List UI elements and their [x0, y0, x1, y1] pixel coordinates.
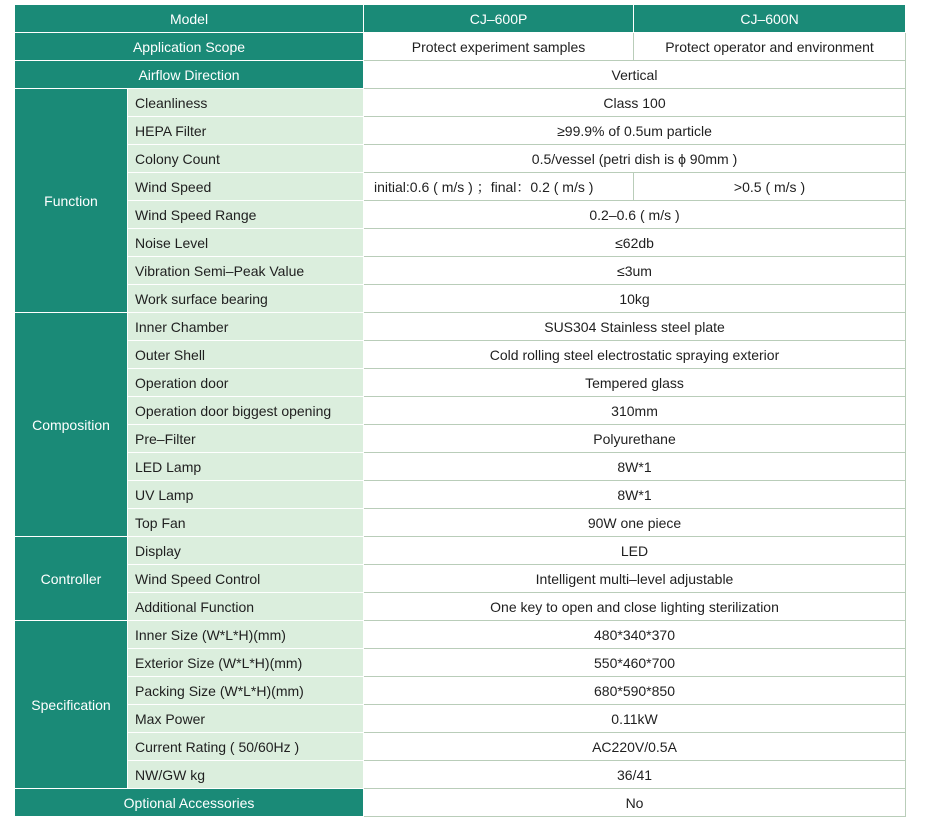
param-label: Wind Speed [128, 173, 364, 201]
table-row [15, 425, 906, 453]
table-row [15, 705, 906, 733]
param-label: Wind Speed Range [128, 201, 364, 229]
airflow-label: Airflow Direction [15, 61, 364, 89]
table-row [15, 481, 906, 509]
param-label: Exterior Size (W*L*H)(mm) [128, 649, 364, 677]
model-cj600n-header: CJ–600N [634, 5, 906, 33]
table-row [15, 593, 906, 621]
param-value: 8W*1 [364, 453, 906, 481]
param-label: Colony Count [128, 145, 364, 173]
param-value: Polyurethane [364, 425, 906, 453]
param-value: Intelligent multi–level adjustable [364, 565, 906, 593]
param-label: Vibration Semi–Peak Value [128, 257, 364, 285]
table-row [15, 229, 906, 257]
table-row [15, 621, 906, 649]
table-row [15, 537, 906, 565]
param-value: 0.11kW [364, 705, 906, 733]
param-label: Current Rating ( 50/60Hz ) [128, 733, 364, 761]
param-label: Cleanliness [128, 89, 364, 117]
table-row [15, 369, 906, 397]
param-value: 90W one piece [364, 509, 906, 537]
table-row [15, 117, 906, 145]
param-label: Additional Function [128, 593, 364, 621]
table-row [15, 733, 906, 761]
table-row [15, 397, 906, 425]
airflow-row [15, 61, 906, 89]
param-label: UV Lamp [128, 481, 364, 509]
param-label: Inner Chamber [128, 313, 364, 341]
param-label: NW/GW kg [128, 761, 364, 789]
param-label: Inner Size (W*L*H)(mm) [128, 621, 364, 649]
spec-table [14, 4, 906, 817]
table-row [15, 89, 906, 117]
header-row [15, 5, 906, 33]
param-value: 36/41 [364, 761, 906, 789]
param-value: ≥99.9% of 0.5um particle [364, 117, 906, 145]
model-header: Model [15, 5, 364, 33]
optional-value: No [364, 789, 906, 817]
model-cj600p-header: CJ–600P [364, 5, 634, 33]
param-value: SUS304 Stainless steel plate [364, 313, 906, 341]
param-label: Noise Level [128, 229, 364, 257]
param-value: 0.5/vessel (petri dish is ϕ 90mm ) [364, 145, 906, 173]
category-specification: Specification [15, 621, 128, 789]
table-row [15, 509, 906, 537]
param-value: 480*340*370 [364, 621, 906, 649]
category-function: Function [15, 89, 128, 313]
category-composition: Composition [15, 313, 128, 537]
scope-label: Application Scope [15, 33, 364, 61]
scope-value-p: Protect experiment samples [364, 33, 634, 61]
table-row [15, 201, 906, 229]
param-label: Display [128, 537, 364, 565]
param-value-p: initial:0.6 ( m/s ) ；final：0.2 ( m/s ) [364, 173, 634, 201]
table-row [15, 453, 906, 481]
table-row [15, 565, 906, 593]
param-value: Tempered glass [364, 369, 906, 397]
scope-value-n: Protect operator and environment [634, 33, 906, 61]
param-value: Class 100 [364, 89, 906, 117]
param-label: Top Fan [128, 509, 364, 537]
table-row [15, 313, 906, 341]
param-label: Operation door biggest opening [128, 397, 364, 425]
scope-row [15, 33, 906, 61]
param-label: Wind Speed Control [128, 565, 364, 593]
table-row [15, 257, 906, 285]
param-value: One key to open and close lighting sterilization [364, 593, 906, 621]
param-value: 10kg [364, 285, 906, 313]
optional-label: Optional Accessories [15, 789, 364, 817]
param-value: 0.2–0.6 ( m/s ) [364, 201, 906, 229]
category-controller: Controller [15, 537, 128, 621]
table-row [15, 677, 906, 705]
table-row [15, 649, 906, 677]
table-row [15, 761, 906, 789]
param-label: Pre–Filter [128, 425, 364, 453]
param-value: Cold rolling steel electrostatic spraying exterior [364, 341, 906, 369]
param-value: 550*460*700 [364, 649, 906, 677]
param-value: 310mm [364, 397, 906, 425]
param-label: LED Lamp [128, 453, 364, 481]
param-label: Operation door [128, 369, 364, 397]
airflow-value: Vertical [364, 61, 906, 89]
param-label: Work surface bearing [128, 285, 364, 313]
param-value-n: >0.5 ( m/s ) [634, 173, 906, 201]
table-row [15, 173, 906, 201]
optional-row [15, 789, 906, 817]
param-value: AC220V/0.5A [364, 733, 906, 761]
param-label: Max Power [128, 705, 364, 733]
param-value: ≤3um [364, 257, 906, 285]
param-label: Packing Size (W*L*H)(mm) [128, 677, 364, 705]
param-label: Outer Shell [128, 341, 364, 369]
param-value: 680*590*850 [364, 677, 906, 705]
param-label: HEPA Filter [128, 117, 364, 145]
param-value: LED [364, 537, 906, 565]
param-value: ≤62db [364, 229, 906, 257]
table-row [15, 145, 906, 173]
table-row [15, 285, 906, 313]
param-value: 8W*1 [364, 481, 906, 509]
table-row [15, 341, 906, 369]
